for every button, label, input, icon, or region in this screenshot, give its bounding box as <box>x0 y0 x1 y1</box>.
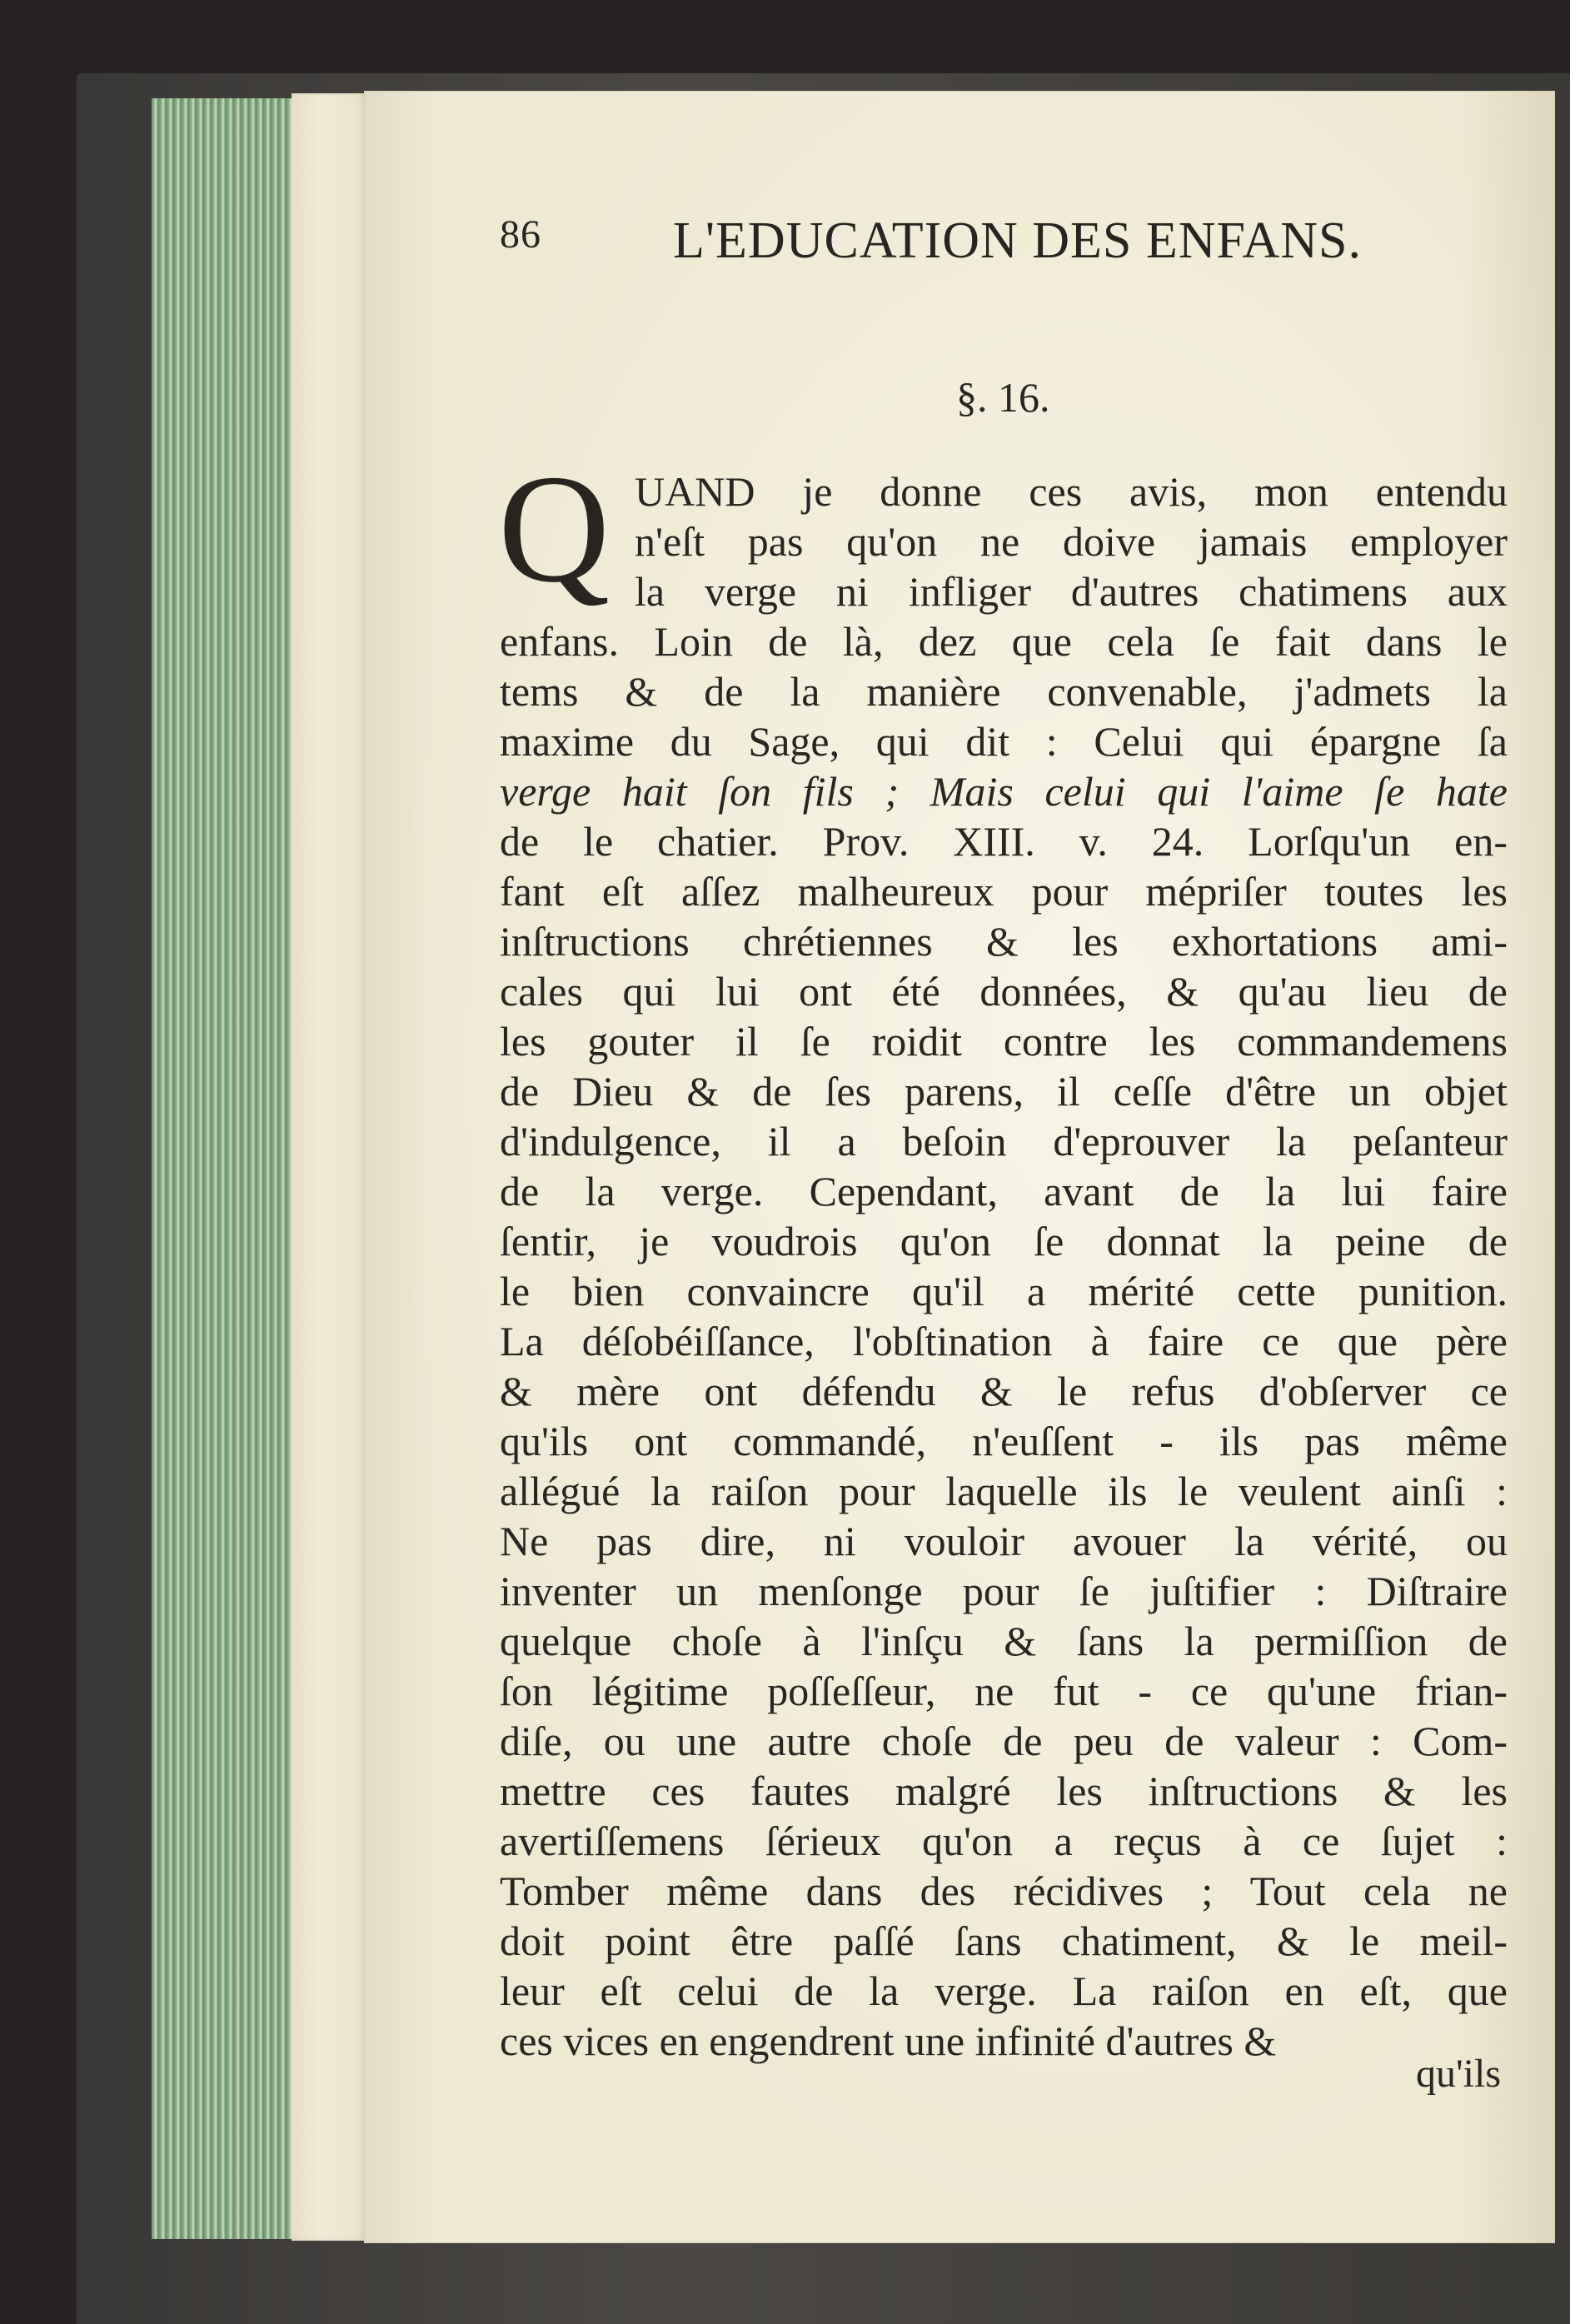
text-line: tems & de la manière convenable, j'admets la <box>500 668 1508 715</box>
page-edges <box>152 98 293 2239</box>
text-line: de le chatier. Prov. XIII. v. 24. Lorſqu'un en- <box>500 818 1508 865</box>
text-line: verge hait ſon fils ; Mais celui qui l'aime ſe hate <box>500 768 1508 815</box>
text-line: d'indulgence, il a beſoin d'eprouver la peſanteur <box>500 1118 1508 1164</box>
page-number: 86 <box>500 212 541 257</box>
text-line: n'eſt pas qu'on ne doive jamais employer <box>635 518 1508 565</box>
text-line: cales qui lui ont été données, & qu'au lieu de <box>500 968 1508 1015</box>
text-line: doit point être paſſé ſans chatiment, & le meil- <box>500 1918 1508 1964</box>
text-line: inventer un menſonge pour ſe juſtifier : Diſtraire <box>500 1568 1508 1614</box>
text-line: enfans. Loin de là, dez que cela ſe fait dans le <box>500 618 1508 665</box>
text-line: le bien convaincre qu'il a mérité cette punition. <box>500 1268 1508 1314</box>
text-line: ſon légitime poſſeſſeur, ne fut - ce qu'une frian- <box>500 1668 1508 1714</box>
text-line: inſtructions chrétiennes & les exhortations ami- <box>500 918 1508 965</box>
text-line: avertiſſemens ſérieux qu'on a reçus à ce ſujet : <box>500 1818 1508 1864</box>
text-line: ſentir, je voudrois qu'on ſe donnat la peine de <box>500 1218 1508 1264</box>
section-heading: §. 16. <box>956 374 1050 421</box>
text-line: diſe, ou une autre choſe de peu de valeur : Com- <box>500 1718 1508 1764</box>
text-line: mettre ces fautes malgré les inſtructions & les <box>500 1768 1508 1814</box>
running-header <box>500 212 1424 278</box>
drop-cap: Q <box>498 443 611 615</box>
text-line: quelque choſe à l'inſçu & ſans la permiſſion de <box>500 1618 1508 1664</box>
text-line: La déſobéiſſance, l'obſtination à faire ce que père <box>500 1318 1508 1364</box>
catchword: qu'ils <box>1416 2052 1501 2096</box>
text-line: fant eſt aſſez malheureux pour mépriſer toutes les <box>500 868 1508 915</box>
text-line: allégué la raiſon pour laquelle ils le veulent ainſi : <box>500 1468 1508 1514</box>
text-line: Tomber même dans des récidives ; Tout cela ne <box>500 1868 1508 1914</box>
text-line: UAND je donne ces avis, mon entendu <box>635 468 1508 515</box>
text-line: ces vices en engendrent une infinité d'autres & <box>500 2017 1277 2064</box>
text-line: & mère ont défendu & le refus d'obſerver ce <box>500 1368 1508 1414</box>
text-line: qu'ils ont commandé, n'euſſent - ils pas même <box>500 1418 1508 1464</box>
text-line: la verge ni infliger d'autres chatimens aux <box>635 568 1508 615</box>
page-gutter <box>292 93 366 2241</box>
text-line: de la verge. Cependant, avant de la lui faire <box>500 1168 1508 1214</box>
text-line: de Dieu & de ſes parens, il ceſſe d'être un objet <box>500 1068 1508 1115</box>
text-line: maxime du Sage, qui dit : Celui qui épargne ſa <box>500 718 1508 765</box>
text-line: leur eſt celui de la verge. La raiſon en eſt, que <box>500 1967 1508 2014</box>
running-title: L'EDUCATION DES ENFANS. <box>673 212 1362 269</box>
text-line: les gouter il ſe roidit contre les commandemens <box>500 1018 1508 1065</box>
text-line: Ne pas dire, ni vouloir avouer la vérité, ou <box>500 1518 1508 1564</box>
